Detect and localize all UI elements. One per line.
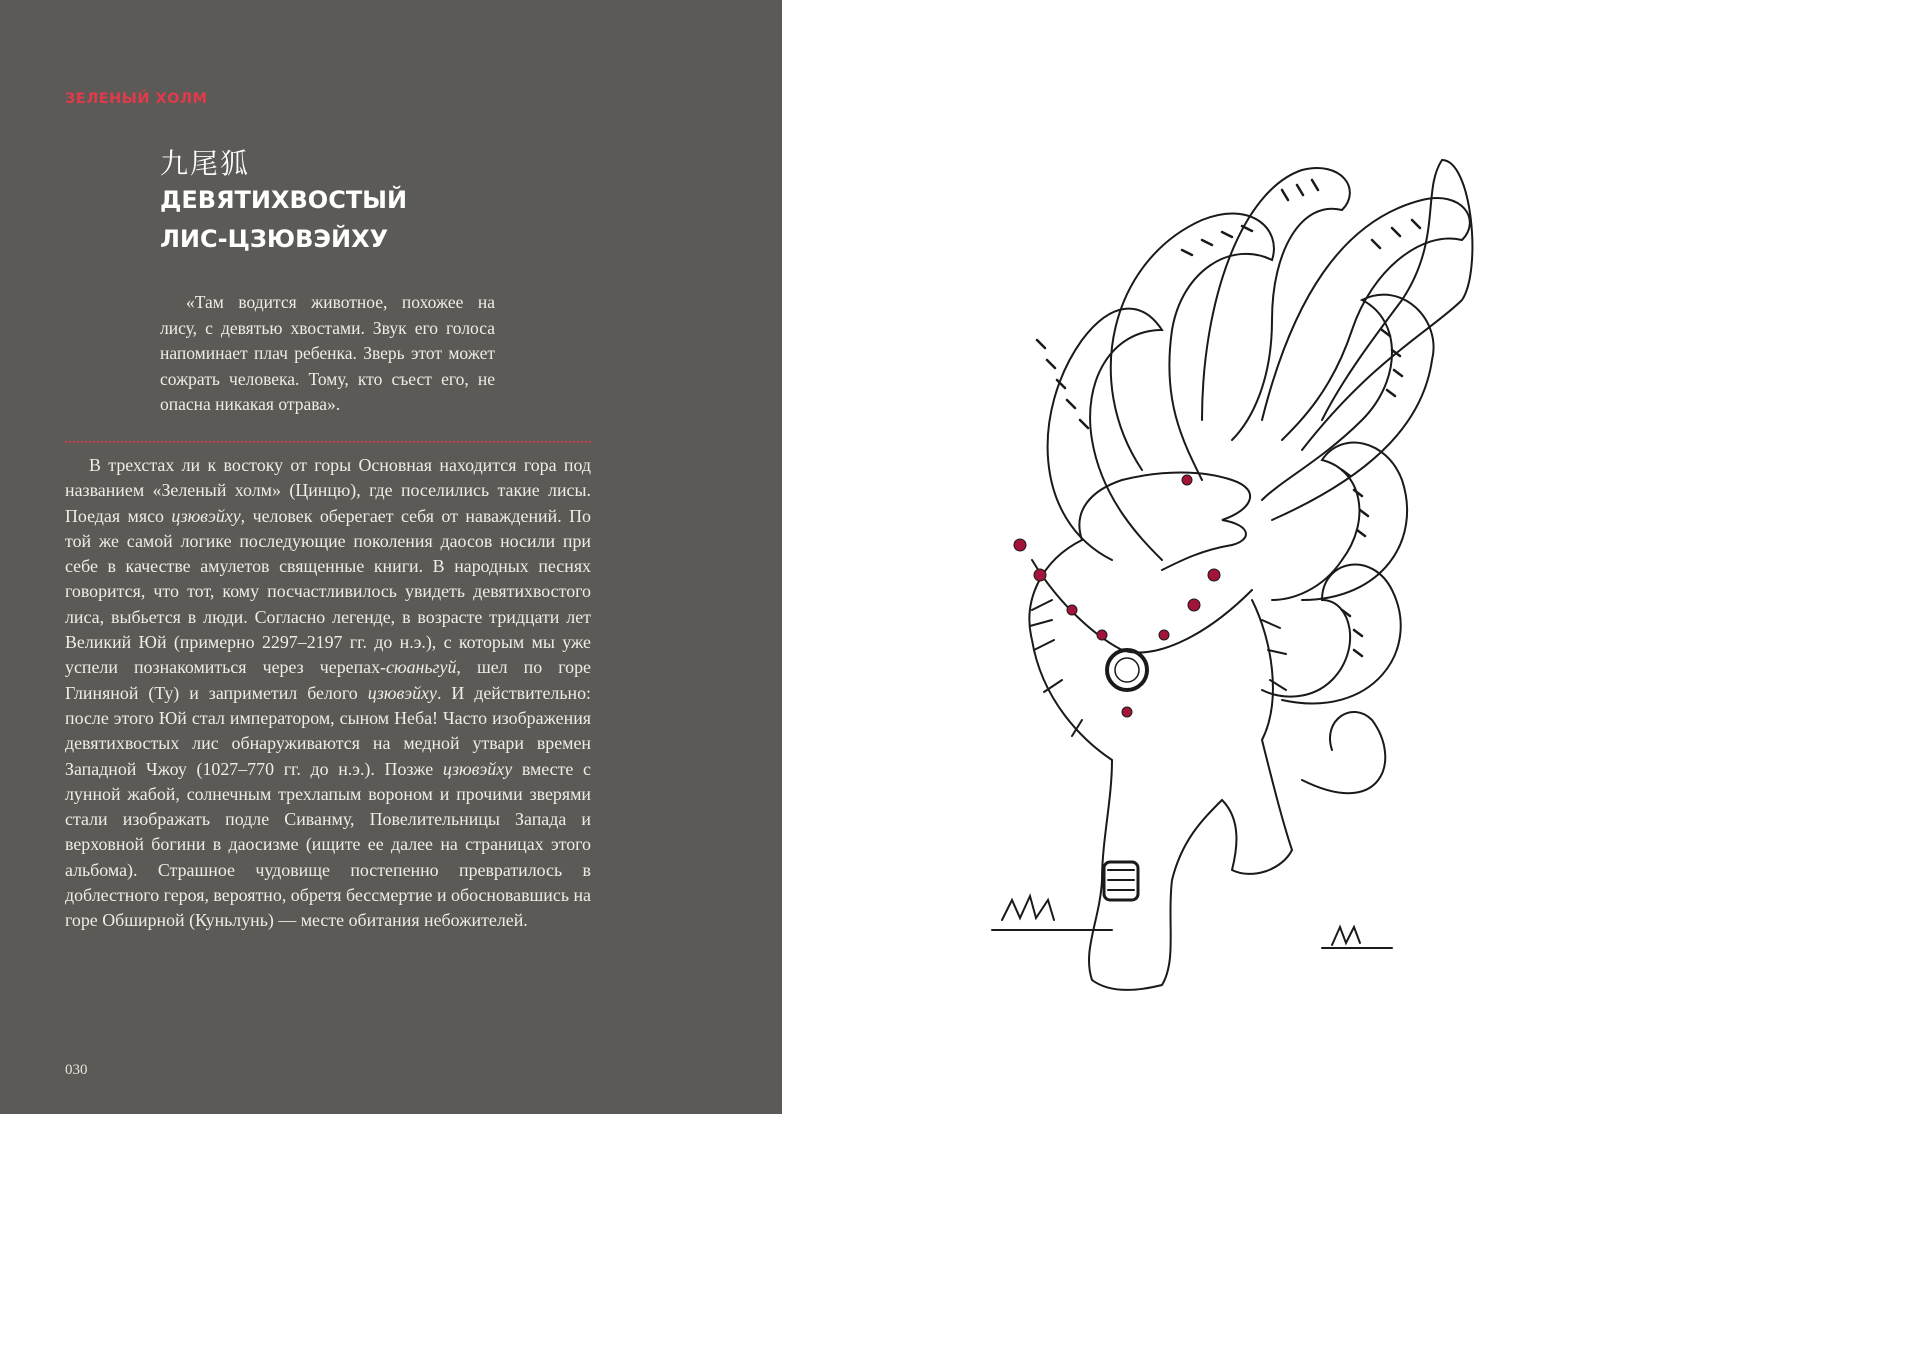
fox-tail-9	[1302, 712, 1385, 793]
necklace-ring-pendant	[1107, 650, 1147, 690]
fox-tail-6	[1262, 295, 1434, 520]
body-text-run: В трехстах ли к востоку от горы Основная находится гора под названием «Зеленый холм» (Цинцю), где поселились такие лисы. Поедая мясо	[65, 455, 591, 526]
left-page	[0, 0, 782, 1114]
title-line-1: ДЕВЯТИХВОСТЫЙ	[160, 186, 408, 214]
section-label: ЗЕЛЕНЫЙ ХОЛМ	[65, 91, 208, 107]
nine-tailed-fox-icon	[782, 0, 1558, 1114]
dotted-divider	[65, 441, 591, 443]
fox-tail-3	[1202, 168, 1350, 440]
fox-tail-5	[1302, 160, 1472, 450]
ground-marks-right	[1322, 927, 1392, 948]
fox-tail-2	[1111, 214, 1274, 480]
body-text-run: вместе с лунной жабой, солнечным трехлапым вороном и прочими зверями стали изображать подле Сиванму, Повелительницы Запада и верховной богини в даосизме (ищите ее далее на страницах этого альбома). Страшное чудовище постепенно превратилось в доблестного героя, вероятно, обретя бессмертие и обосновавшись на горе Обширной (Куньлунь) — месте обитания небожителей.	[65, 758, 591, 931]
right-page	[782, 0, 1558, 1114]
body-text-run: . И действительно: после этого Юй стал императором, сыном Неба! Часто изображения девятихвостых лис обнаруживаются на медной утвари времен Западной Чжоу (1027–770 гг. до н.э.). Позже	[65, 682, 592, 779]
title-line-2: ЛИС-ЦЗЮВЭЙХУ	[160, 225, 389, 253]
italic-term: цзювэйху	[367, 682, 437, 703]
page-number: 030	[65, 1062, 88, 1078]
italic-term: сюаньгуй	[386, 657, 457, 678]
italic-term: цзювэйху	[171, 505, 241, 526]
fox-tail-8	[1262, 565, 1401, 704]
fox-tail-1	[1048, 309, 1162, 560]
body-text-run: , человек оберегает себя от наваждений. По той же самой логике последующие поколения даосов носили при себе в качестве амулетов священные книги. В народных песнях говорится, что тот, кому посчастливилось увидеть девятихвостого лиса, выбьется в люди. Согласно легенде, в возрасте тридцати лет Великий Юй (примерно 2297–2197 гг. до н.э.), с которым мы уже успели познакомиться через черепах-	[65, 505, 591, 678]
chinese-title: 九尾狐	[160, 147, 251, 180]
italic-term: цзювэйху	[442, 758, 513, 779]
page-title	[160, 181, 560, 259]
fox-tail-7	[1272, 443, 1407, 600]
body-text-run: , шел по горе Глиняной (Ту) и заприметил белого	[65, 657, 591, 703]
body-paragraph	[65, 453, 591, 934]
epigraph-quote: «Там водится животное, похожее на лису, с девятью хвостами. Звук его голоса напоминает плач ребенка. Зверь этот может сожрать человека. Тому, кто съест его, не опасна никакая отрава».	[160, 292, 495, 414]
